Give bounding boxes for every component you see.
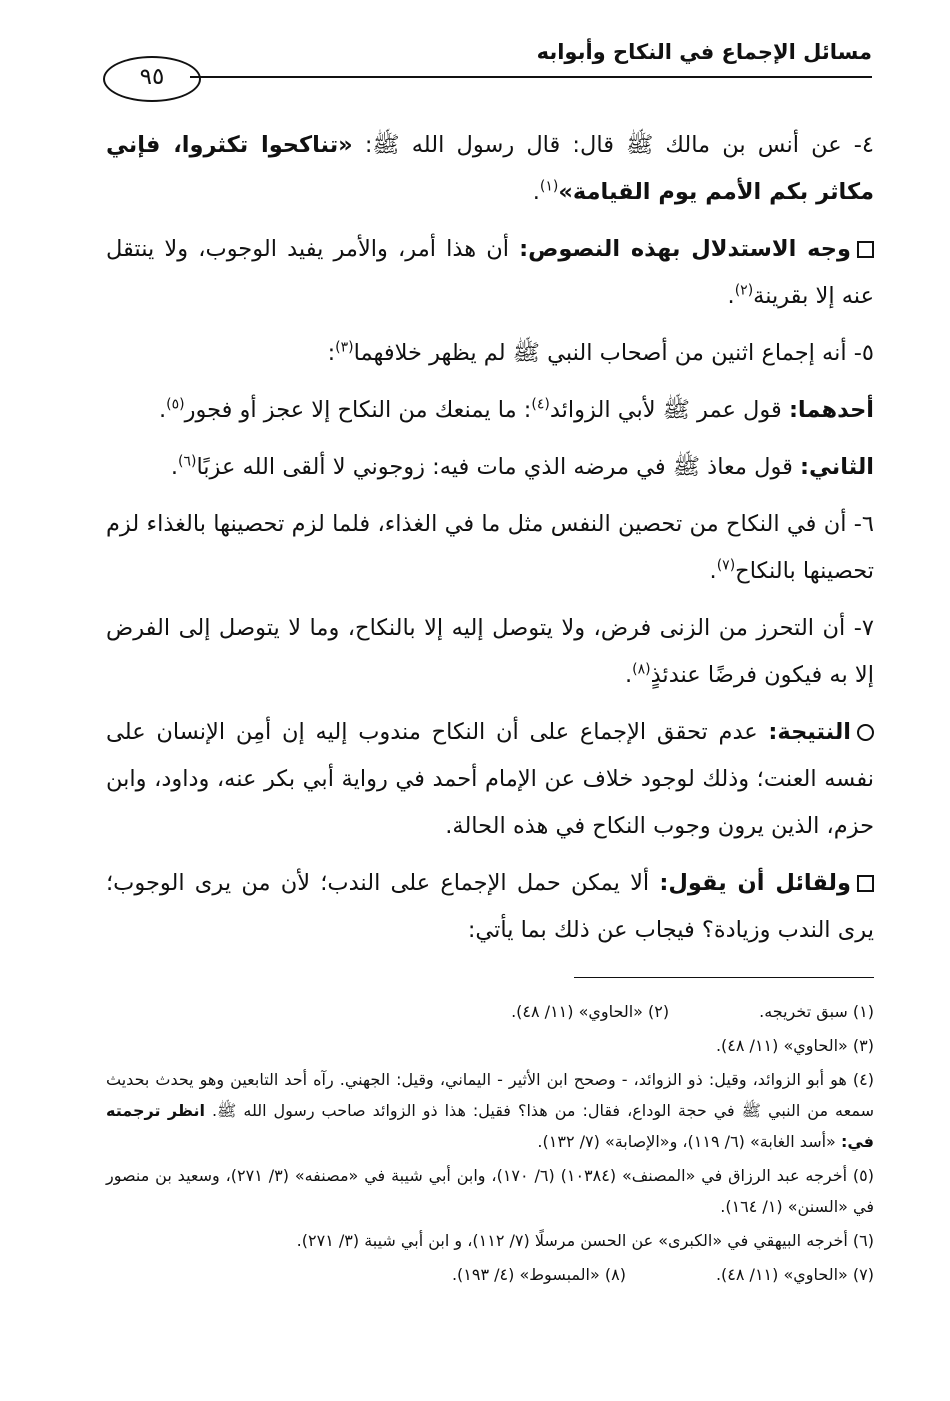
main-text [106, 122, 874, 964]
footnotes [106, 996, 874, 1293]
section-heading: ولقائل أن يقول: [659, 870, 851, 896]
page-header [0, 0, 950, 110]
footnote-ref: (٧) [716, 557, 736, 574]
paragraph-result: النتيجة: عدم تحقق الإجماع على أن النكاح مندوب إليه إن أمِن الإنسان على نفسه العنت؛ وذلك لوجود خلاف عن الإمام أحمد في رواية أبي بكر عنه، وداود، وابن حزم، الذين يرون وجوب النكاح في هذه الحالة. [106, 719, 874, 839]
running-title: مسائل الإجماع في النكاح وأبوابه [536, 40, 872, 64]
square-bullet-icon [857, 875, 874, 892]
footnote-ref: (٨) [632, 661, 651, 678]
section-heading: أحدهما: [788, 397, 874, 423]
footnote-1: (١) سبق تخريجه. [759, 1002, 874, 1021]
footnote-ref: (٥) [166, 396, 185, 413]
page-number: ٩٥ [139, 64, 165, 90]
footnote-ref: (٤) [531, 396, 550, 413]
header-rule [190, 76, 872, 78]
paragraph-7: ٧- أن التحرز من الزنى فرض، ولا يتوصل إليه إلا بالنكاح، وما لا يتوصل إلى الفرض إلا به فيكون فرضًا عندئذٍ$^{(٨)}$. [106, 615, 874, 688]
footnote-6: (٦) أخرجه البيهقي في «الكبرى» عن الحسن مرسلًا (٧/ ١١٢)، و ابن أبي شيبة (٣/ ٢٧١). [296, 1231, 874, 1250]
footnote-4: (٤) هو أبو الزوائد، وقيل: ذو الزوائد، - وصحح ابن الأثير - اليماني، وقيل: الجهني. رآه أحد التابعين وهو يحدث بحديث سمعه من النبي ﷺ في حجة الوداع، فقال: من هذا؟ فقيل: هذا ذو الزوائد صاحب رسول الله ﷺ. انظر ترجمته في: «أسد الغابة» (٦/ ١١٩)، و«الإصابة» (٧/ ١٣٢). [106, 1070, 874, 1151]
footnote-3: (٣) «الحاوي» (١١/ ٤٨). [715, 1036, 874, 1055]
footnote-line [106, 996, 874, 1027]
footnote-7: (٧) «الحاوي» (١١/ ٤٨). [715, 1265, 874, 1284]
paragraph-5: ٥- أنه إجماع اثنين من أصحاب النبي ﷺ لم يظهر خلافهما$^{(٣)}$: [327, 339, 874, 366]
footnote-line [106, 1259, 874, 1290]
section-heading: النتيجة: [768, 719, 851, 745]
footnote-ref: (٦) [177, 453, 197, 470]
footnote-ref: (٣) [335, 339, 354, 356]
footnote-5: (٥) أخرجه عبد الرزاق في «المصنف» (١٠٣٨٤) (٦/ ١٧٠)، وابن أبي شيبة في «مصنفه» (٣/ ٢٧١)، وسعيد بن منصور في «السنن» (١/ ١٦٤). [106, 1166, 874, 1216]
section-heading: وجه الاستدلال بهذه النصوص: [519, 236, 851, 262]
paragraph-first: أحدهما: قول عمر ﷺ لأبي الزوائد$^{(٤)}$: ما يمنعك من النكاح إلا عجز أو فجور$^{(٥)}$. [158, 396, 874, 423]
footnote-8: (٨) «المبسوط» (٤/ ١٩٣). [451, 1265, 626, 1284]
paragraph-evidence: وجه الاستدلال بهذه النصوص: أن هذا أمر، والأمر يفيد الوجوب، ولا ينتقل عنه إلا بقرينة$^{(٢)}$. [106, 236, 874, 309]
square-bullet-icon [857, 241, 874, 258]
footnote-separator [574, 977, 874, 978]
footnote-ref: (١) [539, 178, 559, 195]
footnote-ref: (٢) [734, 282, 754, 299]
paragraph-objection: ولقائل أن يقول: ألا يمكن حمل الإجماع على الندب؛ لأن من يرى الوجوب؛ يرى الندب وزيادة؟ فيجاب عن ذلك بما يأتي: [106, 870, 874, 943]
paragraph-6: ٦- أن في النكاح من تحصين النفس مثل ما في الغذاء، فلما لزم تحصينها بالغذاء لزم تحصينها بالنكاح$^{(٧)}$. [106, 511, 874, 584]
circle-bullet-icon [857, 724, 874, 741]
section-heading: الثاني: [799, 454, 874, 480]
footnote-2: (٢) «الحاوي» (١١/ ٤٨). [511, 1002, 670, 1021]
hadith-quote: «تناكحوا تكثروا، فإني مكاثر بكم الأمم يوم القيامة» [106, 132, 874, 205]
paragraph-4: ٤- عن أنس بن مالك ﷺ قال: قال رسول الله ﷺ: «تناكحوا تكثروا، فإني مكاثر بكم الأمم يوم القيامة»$^{(١)}$. [106, 132, 874, 205]
paragraph-second: الثاني: قول معاذ ﷺ في مرضه الذي مات فيه: زوجوني لا ألقى الله عزبًا$^{(٦)}$. [170, 453, 874, 480]
